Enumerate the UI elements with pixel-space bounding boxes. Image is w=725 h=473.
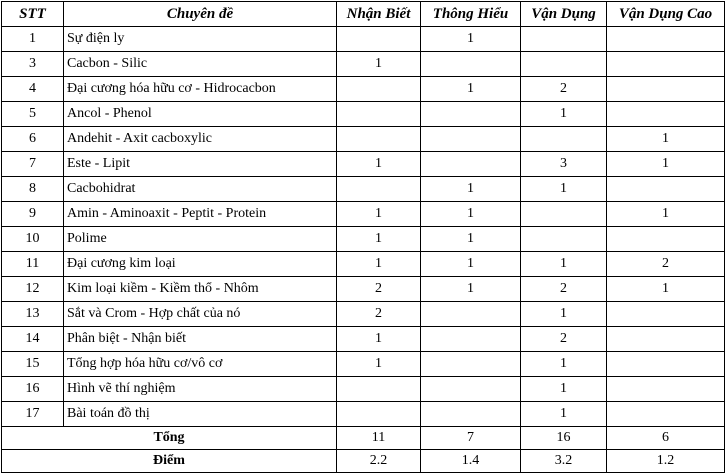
row-advanced bbox=[607, 402, 725, 427]
header-topic: Chuyên đề bbox=[64, 2, 337, 27]
row-advanced bbox=[607, 352, 725, 377]
row-advanced bbox=[607, 302, 725, 327]
row-understand: 1 bbox=[421, 202, 521, 227]
table-row bbox=[2, 52, 725, 77]
row-understand: 1 bbox=[421, 252, 521, 277]
row-stt: 12 bbox=[2, 277, 64, 302]
table-row bbox=[2, 327, 725, 352]
table-row bbox=[2, 302, 725, 327]
row-advanced bbox=[607, 77, 725, 102]
row-stt: 14 bbox=[2, 327, 64, 352]
row-apply: 1 bbox=[521, 102, 607, 127]
row-recognize: 1 bbox=[337, 352, 421, 377]
score-recognize: 2.2 bbox=[337, 450, 421, 473]
row-apply bbox=[521, 227, 607, 252]
row-topic: Phân biệt - Nhận biết bbox=[64, 327, 337, 352]
row-advanced bbox=[607, 377, 725, 402]
table-row bbox=[2, 402, 725, 427]
row-advanced bbox=[607, 102, 725, 127]
total-label: Tổng bbox=[2, 427, 337, 450]
table-row bbox=[2, 377, 725, 402]
header-apply: Vận Dụng bbox=[521, 2, 607, 27]
table-row bbox=[2, 202, 725, 227]
row-advanced bbox=[607, 52, 725, 77]
table-row bbox=[2, 352, 725, 377]
row-advanced bbox=[607, 177, 725, 202]
row-topic: Polime bbox=[64, 227, 337, 252]
row-advanced: 1 bbox=[607, 152, 725, 177]
row-understand bbox=[421, 102, 521, 127]
row-apply bbox=[521, 127, 607, 152]
row-advanced bbox=[607, 227, 725, 252]
row-recognize: 1 bbox=[337, 252, 421, 277]
row-advanced bbox=[607, 27, 725, 52]
table-row bbox=[2, 277, 725, 302]
row-advanced: 1 bbox=[607, 277, 725, 302]
row-advanced: 1 bbox=[607, 127, 725, 152]
row-understand bbox=[421, 402, 521, 427]
row-stt: 3 bbox=[2, 52, 64, 77]
row-topic: Ancol - Phenol bbox=[64, 102, 337, 127]
header-advanced: Vận Dụng Cao bbox=[607, 2, 725, 27]
row-topic: Hình vẽ thí nghiệm bbox=[64, 377, 337, 402]
row-topic: Bài toán đồ thị bbox=[64, 402, 337, 427]
table-row bbox=[2, 127, 725, 152]
table-row bbox=[2, 27, 725, 52]
row-apply: 2 bbox=[521, 327, 607, 352]
row-stt: 9 bbox=[2, 202, 64, 227]
row-stt: 5 bbox=[2, 102, 64, 127]
row-topic: Amin - Aminoaxit - Peptit - Protein bbox=[64, 202, 337, 227]
score-understand: 1.4 bbox=[421, 450, 521, 473]
row-understand bbox=[421, 377, 521, 402]
row-understand bbox=[421, 327, 521, 352]
row-apply: 3 bbox=[521, 152, 607, 177]
row-recognize: 1 bbox=[337, 52, 421, 77]
table-row bbox=[2, 102, 725, 127]
row-topic: Cacbon - Silic bbox=[64, 52, 337, 77]
row-understand bbox=[421, 52, 521, 77]
row-apply: 1 bbox=[521, 302, 607, 327]
row-recognize: 2 bbox=[337, 302, 421, 327]
row-apply bbox=[521, 202, 607, 227]
row-recognize bbox=[337, 77, 421, 102]
row-stt: 8 bbox=[2, 177, 64, 202]
row-understand: 1 bbox=[421, 27, 521, 52]
row-apply: 1 bbox=[521, 252, 607, 277]
exam-matrix-table bbox=[1, 1, 725, 473]
row-topic: Kim loại kiềm - Kiềm thổ - Nhôm bbox=[64, 277, 337, 302]
row-stt: 17 bbox=[2, 402, 64, 427]
row-recognize: 1 bbox=[337, 202, 421, 227]
row-topic: Andehit - Axit cacboxylic bbox=[64, 127, 337, 152]
row-understand bbox=[421, 302, 521, 327]
row-stt: 10 bbox=[2, 227, 64, 252]
row-recognize: 1 bbox=[337, 327, 421, 352]
row-understand: 1 bbox=[421, 77, 521, 102]
row-topic: Sắt và Crom - Hợp chất của nó bbox=[64, 302, 337, 327]
row-understand: 1 bbox=[421, 277, 521, 302]
row-stt: 1 bbox=[2, 27, 64, 52]
table-row bbox=[2, 227, 725, 252]
row-topic: Este - Lipit bbox=[64, 152, 337, 177]
row-stt: 16 bbox=[2, 377, 64, 402]
total-apply: 16 bbox=[521, 427, 607, 450]
row-stt: 11 bbox=[2, 252, 64, 277]
row-apply: 1 bbox=[521, 402, 607, 427]
header-understand: Thông Hiểu bbox=[421, 2, 521, 27]
table-row bbox=[2, 77, 725, 102]
row-understand bbox=[421, 352, 521, 377]
table-row bbox=[2, 152, 725, 177]
total-understand: 7 bbox=[421, 427, 521, 450]
score-apply: 3.2 bbox=[521, 450, 607, 473]
row-recognize bbox=[337, 177, 421, 202]
row-recognize bbox=[337, 127, 421, 152]
row-apply: 1 bbox=[521, 377, 607, 402]
header-recognize: Nhận Biết bbox=[337, 2, 421, 27]
row-topic: Cacbohidrat bbox=[64, 177, 337, 202]
row-apply bbox=[521, 27, 607, 52]
row-apply: 2 bbox=[521, 77, 607, 102]
row-recognize bbox=[337, 402, 421, 427]
row-stt: 7 bbox=[2, 152, 64, 177]
row-topic: Tổng hợp hóa hữu cơ/vô cơ bbox=[64, 352, 337, 377]
row-apply: 2 bbox=[521, 277, 607, 302]
row-advanced bbox=[607, 327, 725, 352]
row-understand bbox=[421, 127, 521, 152]
score-advanced: 1.2 bbox=[607, 450, 725, 473]
row-understand: 1 bbox=[421, 177, 521, 202]
row-stt: 13 bbox=[2, 302, 64, 327]
score-row bbox=[2, 450, 725, 473]
row-topic: Đại cương kim loại bbox=[64, 252, 337, 277]
row-recognize bbox=[337, 27, 421, 52]
row-recognize: 2 bbox=[337, 277, 421, 302]
row-topic: Sự điện ly bbox=[64, 27, 337, 52]
row-understand bbox=[421, 152, 521, 177]
row-recognize bbox=[337, 377, 421, 402]
row-advanced: 1 bbox=[607, 202, 725, 227]
row-recognize bbox=[337, 102, 421, 127]
row-apply bbox=[521, 52, 607, 77]
row-stt: 15 bbox=[2, 352, 64, 377]
score-label: Điểm bbox=[2, 450, 337, 473]
header-stt: STT bbox=[2, 2, 64, 27]
table-row bbox=[2, 252, 725, 277]
header-row bbox=[2, 2, 725, 27]
row-stt: 4 bbox=[2, 77, 64, 102]
row-apply: 1 bbox=[521, 352, 607, 377]
row-advanced: 2 bbox=[607, 252, 725, 277]
row-topic: Đại cương hóa hữu cơ - Hidrocacbon bbox=[64, 77, 337, 102]
total-recognize: 11 bbox=[337, 427, 421, 450]
row-apply: 1 bbox=[521, 177, 607, 202]
row-understand: 1 bbox=[421, 227, 521, 252]
total-row bbox=[2, 427, 725, 450]
total-advanced: 6 bbox=[607, 427, 725, 450]
table-row bbox=[2, 177, 725, 202]
row-recognize: 1 bbox=[337, 227, 421, 252]
row-stt: 6 bbox=[2, 127, 64, 152]
row-recognize: 1 bbox=[337, 152, 421, 177]
